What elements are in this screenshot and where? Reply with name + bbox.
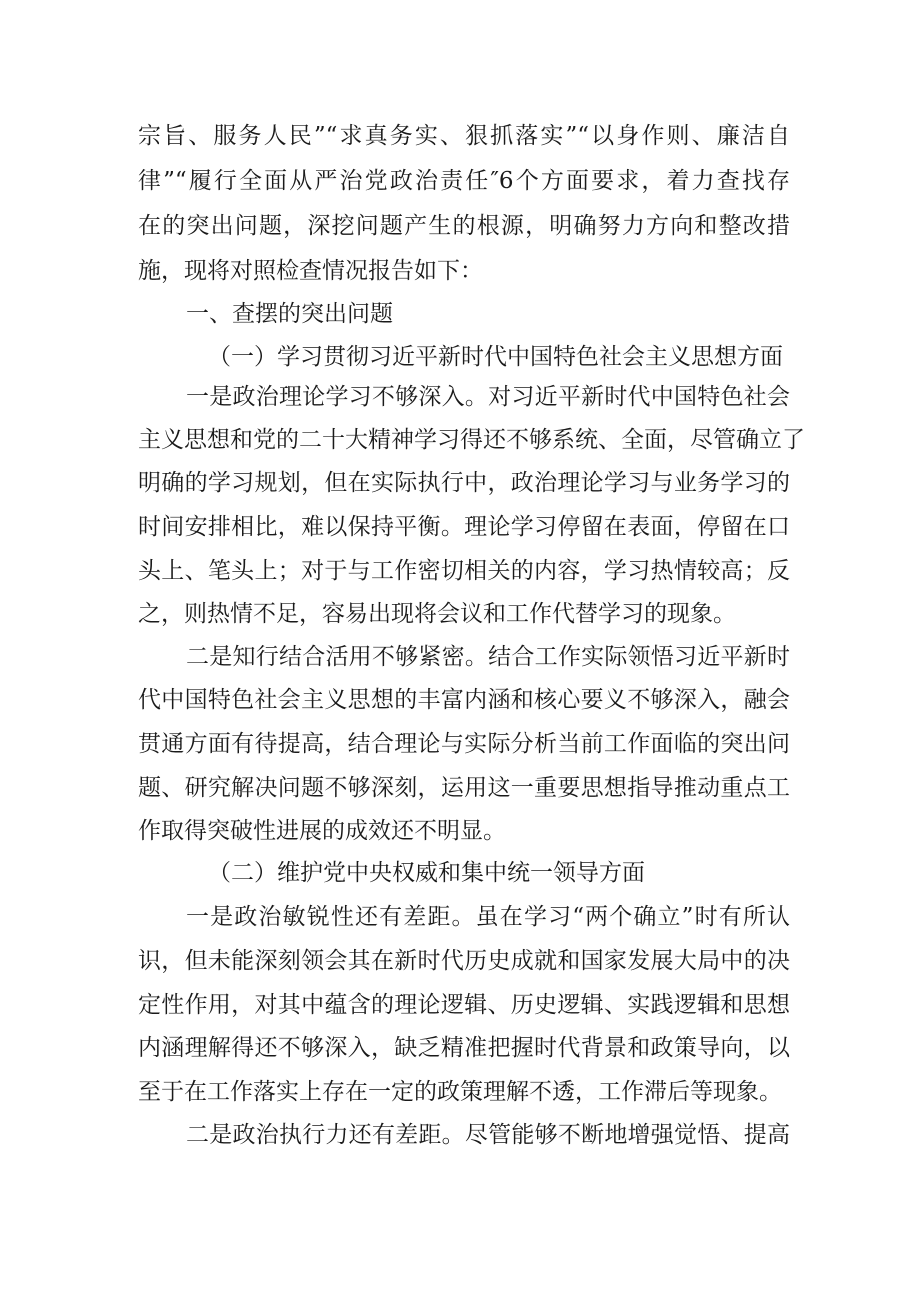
paragraph-line: 定性作用，对其中蕴含的理论逻辑、历史逻辑、实践逻辑和思想	[138, 992, 790, 1018]
paragraph-line: 代中国特色社会主义思想的丰富内涵和核心要义不够深入，融会	[138, 687, 790, 713]
paragraph-line: 宗旨、服务人民”“求真务实、狠抓落实”“以身作则、廉洁自	[138, 123, 790, 149]
paragraph-line: 一是政治理论学习不够深入。对习近平新时代中国特色社会	[186, 384, 790, 410]
paragraph-line: 施，现将对照检查情况报告如下：	[138, 258, 483, 284]
paragraph-line: 一是政治敏锐性还有差距。虽在学习“两个确立”时有所认	[186, 904, 790, 930]
section-heading: 一、查摆的突出问题	[186, 301, 393, 327]
paragraph-line: 之，则热情不足，容易出现将会议和工作代替学习的现象。	[138, 601, 736, 627]
paragraph-line: 至于在工作落实上存在一定的政策理解不透，工作滞后等现象。	[138, 1079, 782, 1105]
paragraph-line: 作取得突破性进展的成效还不明显。	[138, 818, 506, 844]
paragraph-line: 时间安排相比，难以保持平衡。理论学习停留在表面，停留在口	[138, 514, 790, 540]
paragraph-line: 二是知行结合活用不够紧密。结合工作实际领悟习近平新时	[186, 644, 790, 670]
paragraph-line: 明确的学习规划，但在实际执行中，政治理论学习与业务学习的	[138, 470, 790, 496]
paragraph-line: 在的突出问题，深挖问题产生的根源，明确努力方向和整改措	[138, 213, 790, 239]
paragraph-line: 主义思想和党的二十大精神学习得还不够系统、全面，尽管确立了	[138, 427, 805, 453]
paragraph-line: 题、研究解决问题不够深刻，运用这一重要思想指导推动重点工	[138, 775, 790, 801]
paragraph-line: 头上、笔头上；对于与工作密切相关的内容，学习热情较高；反	[138, 558, 790, 584]
paragraph-line: 识，但未能深刻领会其在新时代历史成就和国家发展大局中的决	[138, 948, 790, 974]
subsection-heading: （二）维护党中央权威和集中统一领导方面	[208, 860, 645, 886]
paragraph-line: 内涵理解得还不够深入，缺乏精准把握时代背景和政策导向，以	[138, 1035, 790, 1061]
paragraph-line: 贯通方面有待提高，结合理论与实际分析当前工作面临的突出问	[138, 731, 790, 757]
paragraph-line: 律”“履行全面从严治党政治责任″6个方面要求，着力查找存	[138, 168, 790, 194]
subsection-heading: （一）学习贯彻习近平新时代中国特色社会主义思想方面	[208, 344, 783, 370]
paragraph-line: 二是政治执行力还有差距。尽管能够不断地增强觉悟、提高	[186, 1122, 790, 1148]
